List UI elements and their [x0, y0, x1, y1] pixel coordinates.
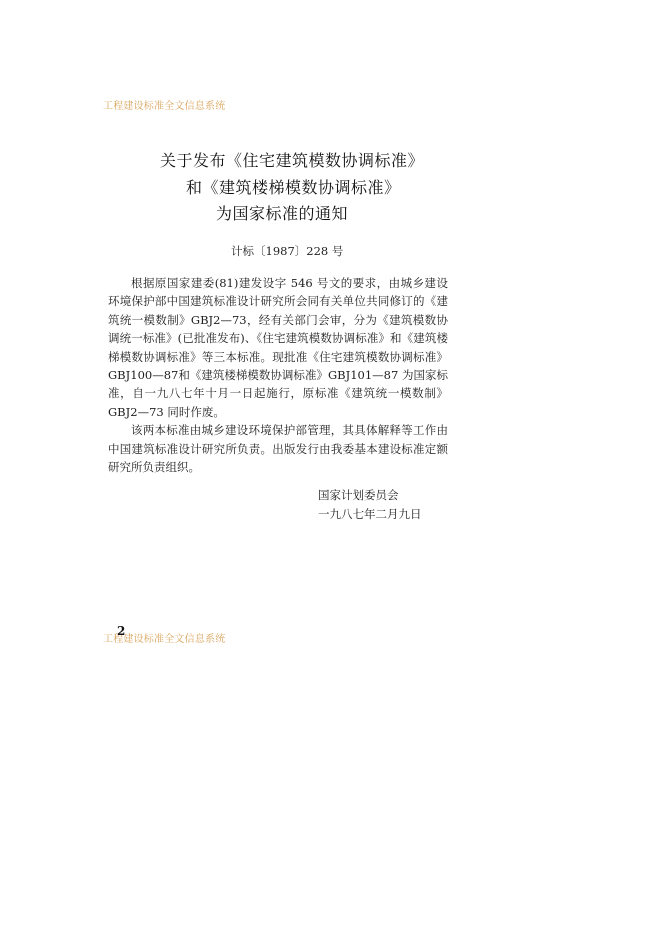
issue-date: 一九八七年二月九日: [318, 507, 422, 521]
document-number: 计标〔1987〕228 号: [231, 244, 344, 258]
title-line-2: 和《建筑楼梯模数协调标准》: [186, 178, 401, 197]
issuer-name: 国家计划委员会: [318, 488, 399, 502]
title-line-1: 关于发布《住宅建筑模数协调标准》: [160, 151, 425, 170]
notice-body: [108, 274, 448, 476]
watermark-bottom: 工程建设标准全文信息系统: [103, 634, 226, 645]
watermark-top: 工程建设标准全文信息系统: [103, 101, 226, 112]
body-paragraph-1: 根据原国家建委(81)建发设字 546 号文的要求，由城乡建设环境保护部中国建筑标准设计研究所会同有关单位共同修订的《建筑统一模数制》GBJ2—73，经有关部门会审，分为《建筑模数协调统一标准》(已批准发布)、《住宅建筑模数协调标准》和《建筑楼梯模数协调标准》等三本标准。现批准《住宅建筑模数协调标准》GBJ100—87和《建筑楼梯模数协调标准》GBJ101—87 为国家标准，自一九八七年十月一日起施行，原标准《建筑统一模数制》GBJ2—73 同时作废。: [108, 276, 448, 419]
body-paragraph-2: 该两本标准由城乡建设环境保护部管理，其具体解释等工作由中国建筑标准设计研究所负责。出版发行由我委基本建设标准定额研究所负责组织。: [108, 423, 448, 475]
page-number: 2: [117, 624, 126, 638]
title-line-3: 为国家标准的通知: [216, 204, 349, 223]
